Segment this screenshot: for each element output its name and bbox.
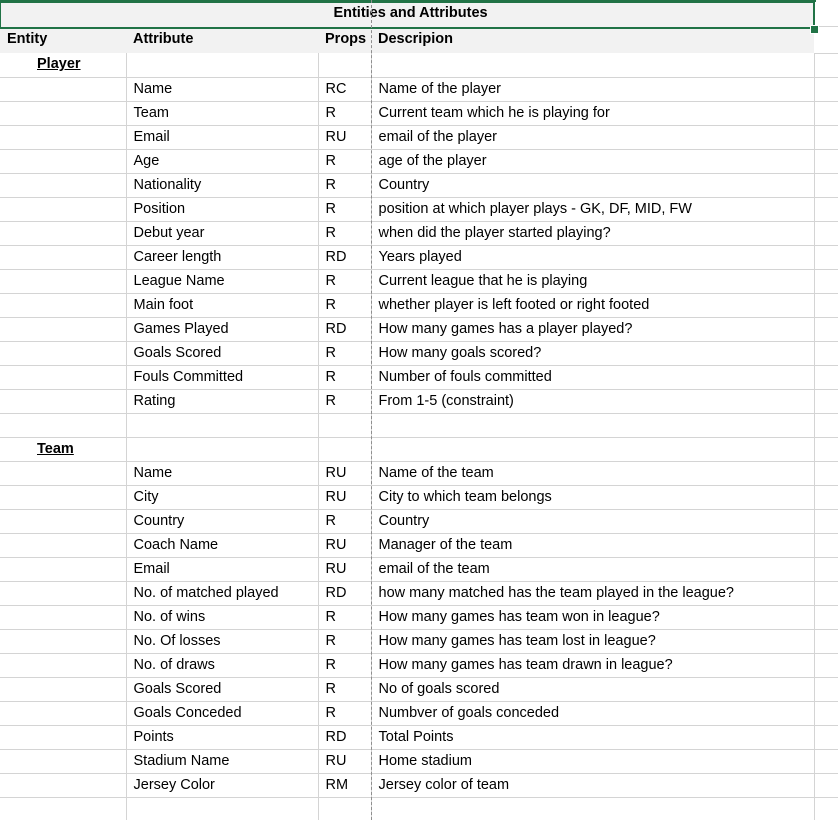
cell-entity[interactable] [0, 629, 126, 653]
table-row [0, 365, 838, 389]
table-row [0, 101, 838, 125]
table-row [0, 245, 838, 269]
cell-tail[interactable] [814, 653, 838, 677]
cell-description[interactable]: Country [371, 509, 814, 533]
table-row [0, 293, 838, 317]
cell-description[interactable]: Manager of the team [371, 533, 814, 557]
cell-tail[interactable] [814, 533, 838, 557]
cell-attribute[interactable]: Career length [126, 245, 318, 269]
cell-props[interactable]: RU [318, 557, 371, 581]
table-row [0, 773, 838, 797]
table-row [0, 125, 838, 149]
cell-description[interactable] [371, 413, 814, 437]
cell-description[interactable]: Numbver of goals conceded [371, 701, 814, 725]
column-header-attribute[interactable]: Attribute [126, 26, 318, 53]
cell-entity[interactable] [0, 749, 126, 773]
cell-description[interactable]: Home stadium [371, 749, 814, 773]
header-tail-cell[interactable] [814, 26, 838, 53]
cell-entity[interactable] [0, 197, 126, 221]
cell-props[interactable]: R [318, 389, 371, 413]
cell-entity[interactable] [0, 725, 126, 749]
table-row [0, 653, 838, 677]
cell-tail[interactable] [814, 437, 838, 461]
cell-props[interactable]: RD [318, 245, 371, 269]
blank-row [0, 797, 838, 820]
cell-description[interactable]: whether player is left footed or right footed [371, 293, 814, 317]
cell-description[interactable]: How many games has team lost in league? [371, 629, 814, 653]
table-row [0, 557, 838, 581]
table-title-row [0, 0, 838, 26]
entity-row [0, 437, 838, 461]
cell-tail[interactable] [814, 485, 838, 509]
cell-description[interactable]: when did the player started playing? [371, 221, 814, 245]
cell-props[interactable]: RU [318, 125, 371, 149]
cell-attribute[interactable] [126, 413, 318, 437]
table-row [0, 485, 838, 509]
cell-description[interactable]: Number of fouls committed [371, 365, 814, 389]
entity-name-label: Team [37, 440, 74, 457]
cell-entity[interactable] [0, 533, 126, 557]
cell-entity[interactable] [0, 245, 126, 269]
table-row [0, 317, 838, 341]
table-row [0, 389, 838, 413]
table-row [0, 173, 838, 197]
cell-props[interactable]: R [318, 197, 371, 221]
table-row [0, 509, 838, 533]
cell-props[interactable]: R [318, 629, 371, 653]
cell-tail[interactable] [814, 797, 838, 820]
cell-attribute[interactable]: No. of matched played [126, 581, 318, 605]
cell-props[interactable]: RU [318, 485, 371, 509]
cell-tail[interactable] [814, 677, 838, 701]
cell-attribute[interactable]: Games Played [126, 317, 318, 341]
cell-entity[interactable] [0, 509, 126, 533]
cell-entity[interactable] [0, 221, 126, 245]
table-row [0, 629, 838, 653]
cell-entity[interactable] [0, 461, 126, 485]
table-row [0, 77, 838, 101]
cell-attribute[interactable]: Position [126, 197, 318, 221]
cell-props[interactable]: RU [318, 461, 371, 485]
cell-attribute[interactable]: Age [126, 149, 318, 173]
cell-entity[interactable] [0, 389, 126, 413]
cell-attribute[interactable]: Team [126, 101, 318, 125]
table-row [0, 269, 838, 293]
cell-props[interactable]: R [318, 653, 371, 677]
cell-entity[interactable] [0, 557, 126, 581]
cell-attribute[interactable]: Debut year [126, 221, 318, 245]
cell-tail[interactable] [814, 557, 838, 581]
cell-tail[interactable] [814, 365, 838, 389]
table-row [0, 701, 838, 725]
cell-entity[interactable] [0, 701, 126, 725]
table-header-row [0, 26, 838, 53]
cell-props[interactable]: R [318, 269, 371, 293]
cell-attribute[interactable]: Email [126, 557, 318, 581]
cell-tail[interactable] [814, 341, 838, 365]
cell-props[interactable]: R [318, 173, 371, 197]
cell-description[interactable]: From 1-5 (constraint) [371, 389, 814, 413]
cell-attribute[interactable] [126, 797, 318, 820]
cell-tail[interactable] [814, 317, 838, 341]
cell-attribute[interactable]: Points [126, 725, 318, 749]
table-row [0, 605, 838, 629]
cell-description[interactable]: Years played [371, 245, 814, 269]
cell-description[interactable]: How many games has team won in league? [371, 605, 814, 629]
entity-row [0, 53, 838, 77]
cell-tail[interactable] [814, 53, 838, 77]
cell-entity[interactable] [0, 125, 126, 149]
table-row [0, 197, 838, 221]
cell-tail[interactable] [814, 101, 838, 125]
cell-props[interactable] [318, 53, 371, 77]
cell-entity[interactable] [0, 437, 126, 461]
cell-attribute[interactable]: Rating [126, 389, 318, 413]
cell-attribute[interactable]: Name [126, 77, 318, 101]
cell-description[interactable] [371, 437, 814, 461]
cell-tail[interactable] [814, 125, 838, 149]
cell-props[interactable]: RD [318, 317, 371, 341]
cell-entity[interactable] [0, 677, 126, 701]
cell-props[interactable] [318, 797, 371, 820]
cell-tail[interactable] [814, 581, 838, 605]
cell-entity[interactable] [0, 653, 126, 677]
cell-entity[interactable] [0, 365, 126, 389]
cell-attribute[interactable]: Country [126, 509, 318, 533]
cell-entity[interactable] [0, 53, 126, 77]
cell-description[interactable]: City to which team belongs [371, 485, 814, 509]
cell-description[interactable]: Name of the player [371, 77, 814, 101]
cell-tail[interactable] [814, 245, 838, 269]
cell-tail[interactable] [814, 149, 838, 173]
column-header-props[interactable]: Props [318, 26, 371, 53]
cell-description[interactable]: Country [371, 173, 814, 197]
cell-tail[interactable] [814, 221, 838, 245]
table-row [0, 341, 838, 365]
cell-description[interactable]: how many matched has the team played in the league? [371, 581, 814, 605]
cell-props[interactable]: R [318, 677, 371, 701]
title-tail-cell[interactable] [814, 0, 838, 26]
cell-props[interactable]: RU [318, 533, 371, 557]
cell-attribute[interactable]: Goals Scored [126, 341, 318, 365]
cell-props[interactable]: R [318, 341, 371, 365]
cell-attribute[interactable]: Goals Scored [126, 677, 318, 701]
cell-tail[interactable] [814, 197, 838, 221]
cell-entity[interactable] [0, 485, 126, 509]
cell-tail[interactable] [814, 293, 838, 317]
cell-entity[interactable] [0, 413, 126, 437]
cell-entity[interactable] [0, 77, 126, 101]
cell-props[interactable] [318, 413, 371, 437]
cell-description[interactable]: Total Points [371, 725, 814, 749]
cell-attribute[interactable]: City [126, 485, 318, 509]
cell-props[interactable]: R [318, 221, 371, 245]
cell-entity[interactable] [0, 173, 126, 197]
cell-props[interactable]: R [318, 149, 371, 173]
cell-props[interactable]: R [318, 605, 371, 629]
cell-entity[interactable] [0, 101, 126, 125]
cell-tail[interactable] [814, 629, 838, 653]
column-header-description[interactable]: Descripion [371, 26, 814, 53]
cell-attribute[interactable] [126, 53, 318, 77]
cell-props[interactable]: RC [318, 77, 371, 101]
cell-props[interactable]: R [318, 293, 371, 317]
cell-props[interactable]: RD [318, 725, 371, 749]
cell-attribute[interactable]: League Name [126, 269, 318, 293]
cell-entity[interactable] [0, 797, 126, 820]
cell-attribute[interactable]: No. Of losses [126, 629, 318, 653]
cell-attribute[interactable]: No. of wins [126, 605, 318, 629]
cell-attribute[interactable]: Email [126, 125, 318, 149]
cell-description[interactable]: How many goals scored? [371, 341, 814, 365]
cell-attribute[interactable]: Main foot [126, 293, 318, 317]
column-header-entity[interactable]: Entity [0, 26, 126, 53]
cell-description[interactable] [371, 53, 814, 77]
cell-props[interactable]: RD [318, 581, 371, 605]
cell-description[interactable]: position at which player plays - GK, DF, MID, FW [371, 197, 814, 221]
cell-entity[interactable] [0, 317, 126, 341]
cell-description[interactable]: Current team which he is playing for [371, 101, 814, 125]
cell-props[interactable]: R [318, 509, 371, 533]
table-title: Entities and Attributes [0, 0, 814, 26]
cell-description[interactable]: Name of the team [371, 461, 814, 485]
cell-description[interactable]: Current league that he is playing [371, 269, 814, 293]
entity-name-label: Player [37, 56, 81, 73]
cell-entity[interactable] [0, 581, 126, 605]
table-row [0, 461, 838, 485]
cell-description[interactable]: Jersey color of team [371, 773, 814, 797]
cell-attribute[interactable]: Stadium Name [126, 749, 318, 773]
cell-attribute[interactable]: Goals Conceded [126, 701, 318, 725]
cell-tail[interactable] [814, 173, 838, 197]
table-row [0, 677, 838, 701]
cell-tail[interactable] [814, 77, 838, 101]
cell-attribute[interactable] [126, 437, 318, 461]
cell-props[interactable] [318, 437, 371, 461]
cell-tail[interactable] [814, 605, 838, 629]
cell-description[interactable]: How many games has team drawn in league? [371, 653, 814, 677]
cell-tail[interactable] [814, 749, 838, 773]
cell-description[interactable]: age of the player [371, 149, 814, 173]
cell-entity[interactable] [0, 269, 126, 293]
cell-attribute[interactable]: No. of draws [126, 653, 318, 677]
cell-entity[interactable] [0, 149, 126, 173]
cell-attribute[interactable]: Fouls Committed [126, 365, 318, 389]
table-row [0, 149, 838, 173]
cell-description[interactable]: email of the team [371, 557, 814, 581]
cell-description[interactable]: How many games has a player played? [371, 317, 814, 341]
cell-description[interactable]: No of goals scored [371, 677, 814, 701]
cell-tail[interactable] [814, 269, 838, 293]
table-row [0, 533, 838, 557]
table-row [0, 581, 838, 605]
cell-props[interactable]: RM [318, 773, 371, 797]
cell-tail[interactable] [814, 461, 838, 485]
table-row [0, 749, 838, 773]
cell-tail[interactable] [814, 773, 838, 797]
cell-tail[interactable] [814, 413, 838, 437]
cell-entity[interactable] [0, 341, 126, 365]
cell-attribute[interactable]: Nationality [126, 173, 318, 197]
cell-description[interactable]: email of the player [371, 125, 814, 149]
cell-props[interactable]: R [318, 701, 371, 725]
cell-tail[interactable] [814, 389, 838, 413]
cell-entity[interactable] [0, 293, 126, 317]
table-row [0, 725, 838, 749]
cell-attribute[interactable]: Coach Name [126, 533, 318, 557]
cell-description[interactable] [371, 797, 814, 820]
cell-attribute[interactable]: Jersey Color [126, 773, 318, 797]
cell-attribute[interactable]: Name [126, 461, 318, 485]
cell-props[interactable]: R [318, 101, 371, 125]
table-row [0, 221, 838, 245]
cell-props[interactable]: R [318, 365, 371, 389]
blank-row [0, 413, 838, 437]
cell-entity[interactable] [0, 773, 126, 797]
cell-props[interactable]: RU [318, 749, 371, 773]
cell-tail[interactable] [814, 725, 838, 749]
cell-tail[interactable] [814, 701, 838, 725]
cell-entity[interactable] [0, 605, 126, 629]
cell-tail[interactable] [814, 509, 838, 533]
